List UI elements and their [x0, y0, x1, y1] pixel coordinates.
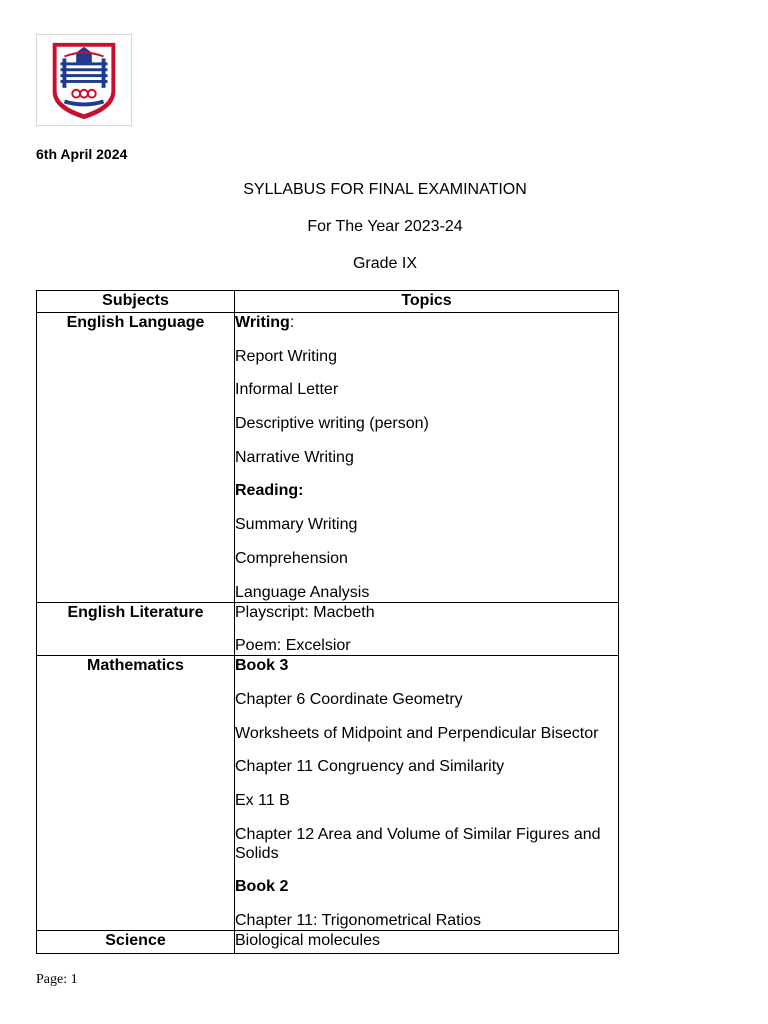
topic-item: Reading:	[235, 482, 304, 500]
subject-cell: English Literature	[37, 602, 235, 656]
school-logo	[36, 34, 132, 126]
topic-item: Biological molecules	[235, 932, 380, 949]
subject-cell: Mathematics	[37, 656, 235, 931]
academic-year: For The Year 2023-24	[307, 218, 463, 235]
table-header-row	[37, 291, 619, 313]
topics-cell	[235, 313, 619, 603]
topic-item: Chapter 11 Congruency and Similarity	[235, 758, 505, 776]
table-row	[37, 313, 619, 603]
table-row	[37, 602, 619, 656]
topic-item: Language Analysis	[235, 583, 370, 601]
topic-item: Summary Writing	[235, 516, 358, 534]
topics-cell	[235, 931, 619, 954]
topic-item: Worksheets of Midpoint and Perpendicular Bisector	[235, 724, 599, 742]
topic-item: Report Writing	[235, 347, 337, 365]
topic-item: Informal Letter	[235, 381, 339, 399]
table-row	[37, 931, 619, 954]
topic-item: Book 2	[235, 878, 289, 896]
grade-label: Grade IX	[352, 255, 418, 272]
topic-item: Narrative Writing	[235, 448, 354, 466]
subject-cell: English Language	[37, 313, 235, 603]
topic-item: Writing:	[235, 314, 295, 331]
topic-item: Poem: Excelsior	[235, 637, 351, 655]
topics-cell	[235, 656, 619, 931]
school-crest-logo	[37, 35, 131, 125]
topics-cell	[235, 602, 619, 656]
syllabus-table	[36, 290, 619, 954]
topic-item: Comprehension	[235, 549, 348, 567]
table-row	[37, 656, 619, 931]
column-header-topics: Topics	[235, 291, 619, 313]
column-header-subjects: Subjects	[37, 291, 235, 313]
topic-item: Playscript: Macbeth	[235, 603, 375, 621]
topic-item: Book 3	[235, 657, 289, 675]
page-number: Page: 1	[36, 972, 78, 987]
document-title: SYLLABUS FOR FINAL EXAMINATION	[243, 181, 527, 198]
topic-item: Chapter 12 Area and Volume of Similar Figures and Solids	[235, 825, 601, 862]
topic-item: Chapter 11: Trigonometrical Ratios	[235, 912, 482, 929]
topic-item: Descriptive writing (person)	[235, 415, 429, 433]
topic-item: Chapter 6 Coordinate Geometry	[235, 690, 463, 708]
subject-cell: Science	[37, 931, 235, 954]
topic-item: Ex 11 B	[235, 791, 290, 809]
document-date: 6th April 2024	[36, 146, 128, 162]
